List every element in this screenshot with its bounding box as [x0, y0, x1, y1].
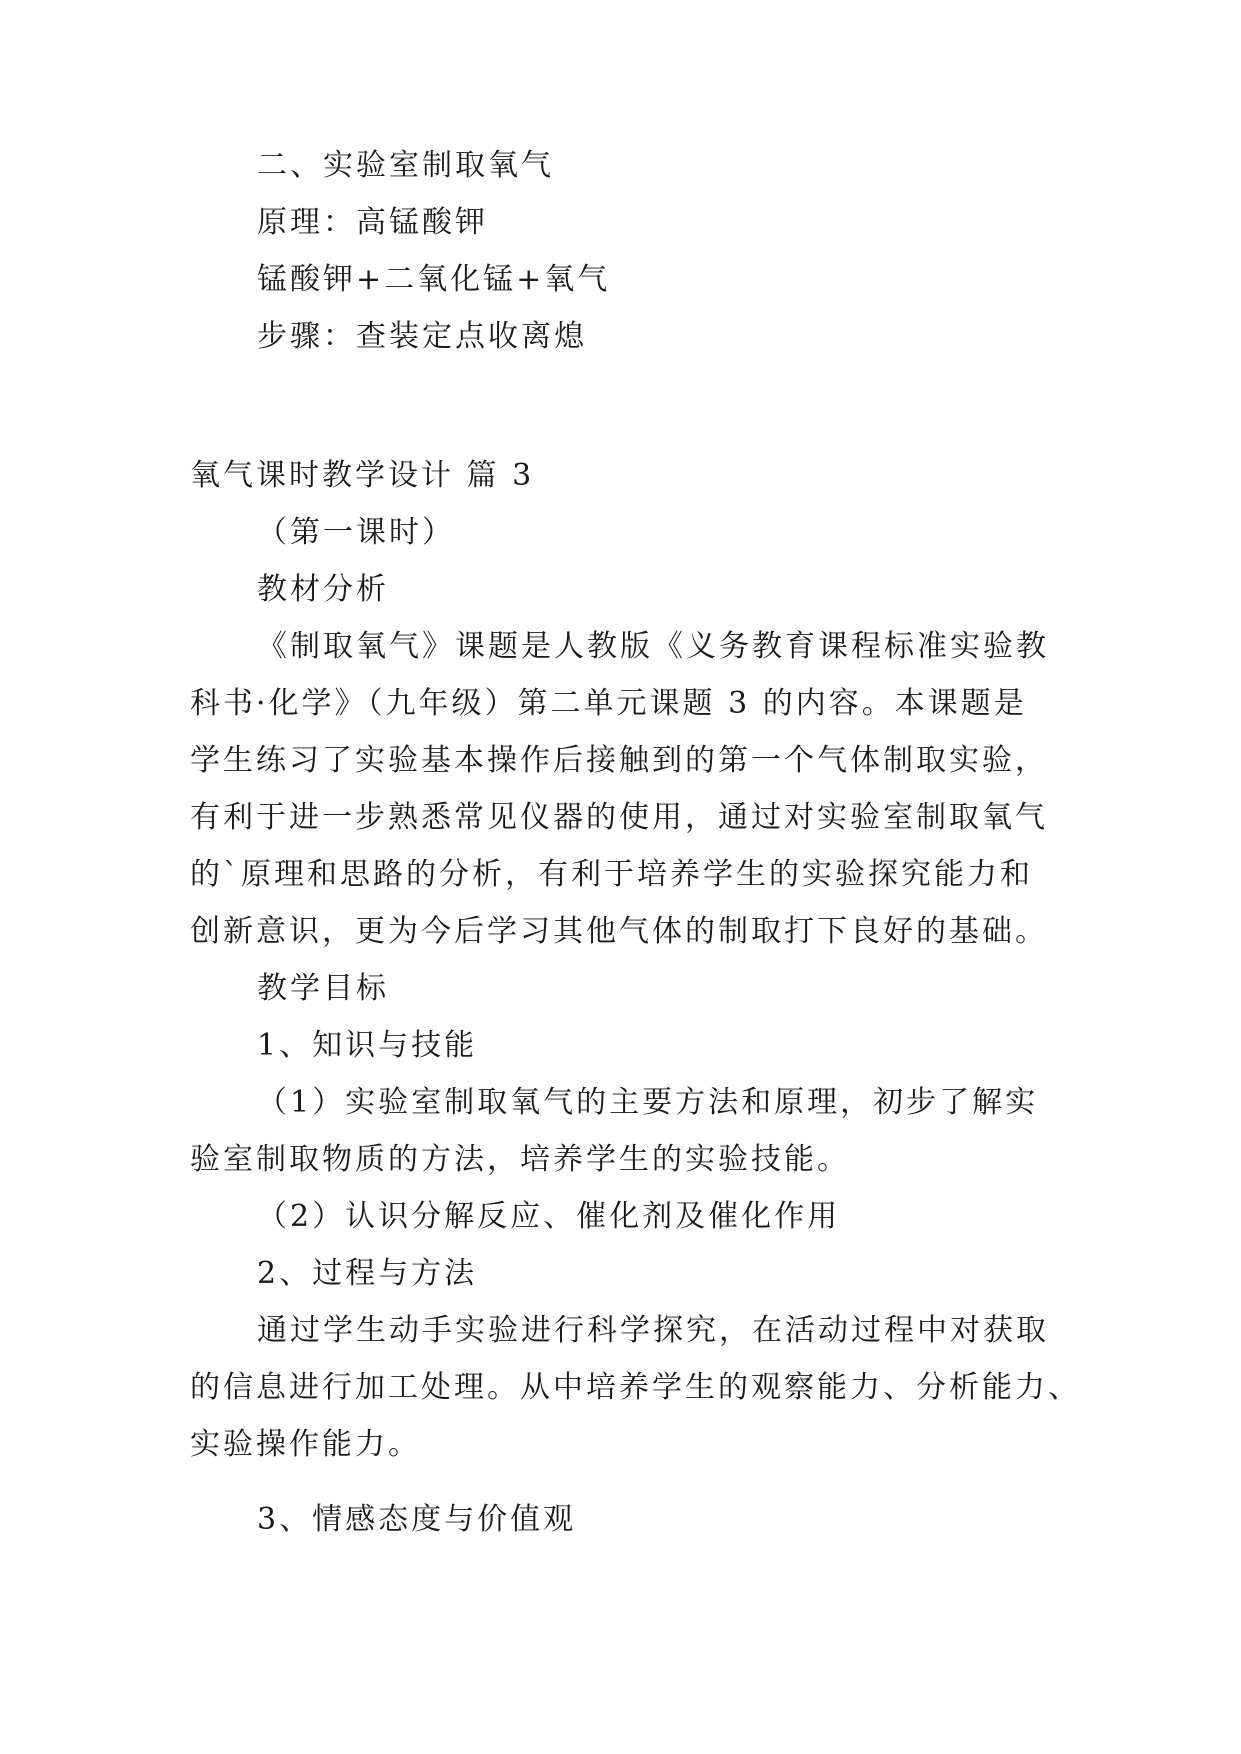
goal2-line: 的信息进行加工处理。从中培养学生的观察能力、分析能力、: [190, 1370, 1081, 1405]
goal2-line: 实验操作能力。: [190, 1427, 421, 1462]
paragraph-line: 有利于进一步熟悉常见仪器的使用，通过对实验室制取氧气: [190, 800, 1048, 835]
lesson-label: （第一课时）: [257, 515, 455, 550]
goal2-line: 通过学生动手实验进行科学探究，在活动过程中对获取: [257, 1313, 1049, 1348]
goal1-heading: 1、知识与技能: [257, 1028, 478, 1063]
section-heading: 二、实验室制取氧气: [257, 148, 554, 183]
material-analysis-heading: 教材分析: [257, 572, 389, 607]
goals-heading: 教学目标: [257, 971, 389, 1006]
goal3-heading: 3、情感态度与价值观: [257, 1502, 577, 1537]
steps-line: 步骤：查装定点收离熄: [257, 319, 587, 354]
goal2-heading: 2、过程与方法: [257, 1256, 478, 1291]
paragraph-line: 的`原理和思路的分析，有利于培养学生的实验探究能力和: [190, 857, 1033, 892]
goal1-item1-line: （1）实验室制取氧气的主要方法和原理，初步了解实: [257, 1085, 1039, 1120]
paragraph-line: 《制取氧气》课题是人教版《义务教育课程标准实验教: [257, 629, 1049, 664]
principle-line: 原理：高锰酸钾: [257, 205, 488, 240]
paragraph-line: 创新意识，更为今后学习其他气体的制取打下良好的基础。: [190, 914, 1048, 949]
article-title: 氧气课时教学设计 篇 3: [190, 458, 535, 493]
paragraph-line: 科书·化学》（九年级）第二单元课题 3 的内容。本课题是: [190, 686, 1027, 721]
goal1-item2: （2）认识分解反应、催化剂及催化作用: [257, 1199, 841, 1234]
goal1-item1-line: 验室制取物质的方法，培养学生的实验技能。: [190, 1142, 850, 1177]
paragraph-line: 学生练习了实验基本操作后接触到的第一个气体制取实验，: [190, 743, 1048, 778]
products-line: 锰酸钾+二氧化锰+氧气: [257, 262, 611, 297]
